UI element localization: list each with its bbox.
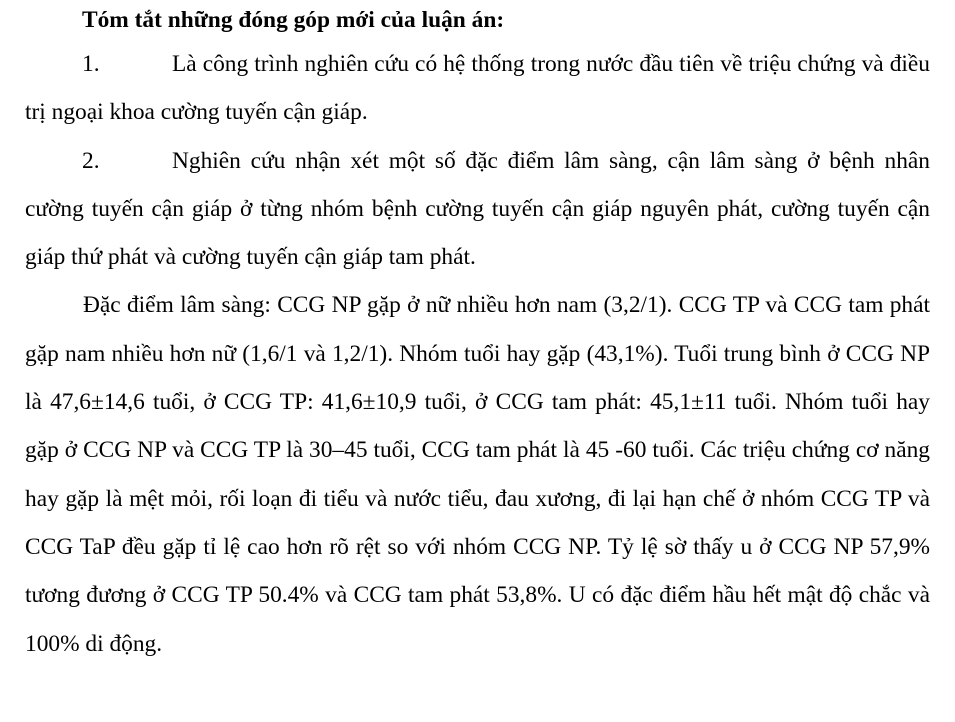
numbered-item-1	[25, 40, 930, 137]
numbered-item-2	[25, 137, 930, 282]
item-number: 1.	[82, 51, 100, 77]
clinical-features-paragraph: Đặc điểm lâm sàng: CCG NP gặp ở nữ nhiều hơn nam (3,2/1). CCG TP và CCG tam phát gặp nam nhiều hơn nữ (1,6/1 và 1,2/1). Nhóm tuổi hay gặp (43,1%). Tuổi trung bình ở CCG NP là 47,6±14,6 tuổi, ở CCG TP: 41,6±10,9 tuổi, ở CCG tam phát: 45,1±11 tuổi. Nhóm tuổi hay gặp ở CCG NP và CCG TP là 30–45 tuổi, CCG tam phát là 45 -60 tuổi. Các triệu chứng cơ năng hay gặp là mệt mỏi, rối loạn đi tiểu và nước tiểu, đau xương, đi lại hạn chế ở nhóm CCG TP và CCG TaP đều gặp tỉ lệ cao hơn rõ rệt so với nhóm CCG NP. Tỷ lệ sờ thấy u ở CCG NP 57,9% tương đương ở CCG TP 50.4% và CCG tam phát 53,8%. U có đặc điểm hầu hết mật độ chắc và 100% di động.	[25, 292, 930, 657]
item-text: Là công trình nghiên cứu có hệ thống trong nước đầu tiên về triệu chứng và điều trị ngoại khoa cường tuyến cận giáp.	[25, 51, 930, 126]
section-heading: Tóm tắt những đóng góp mới của luận án:	[82, 7, 505, 33]
item-number: 2.	[82, 147, 100, 174]
item-text: Nghiên cứu nhận xét một số đặc điểm lâm sàng, cận lâm sàng ở bệnh nhân cường tuyến cận giáp ở từng nhóm bệnh cường tuyến cận giáp nguyên phát, cường tuyến cận giáp thứ phát và cường tuyến cận giáp tam phát.	[25, 147, 930, 271]
